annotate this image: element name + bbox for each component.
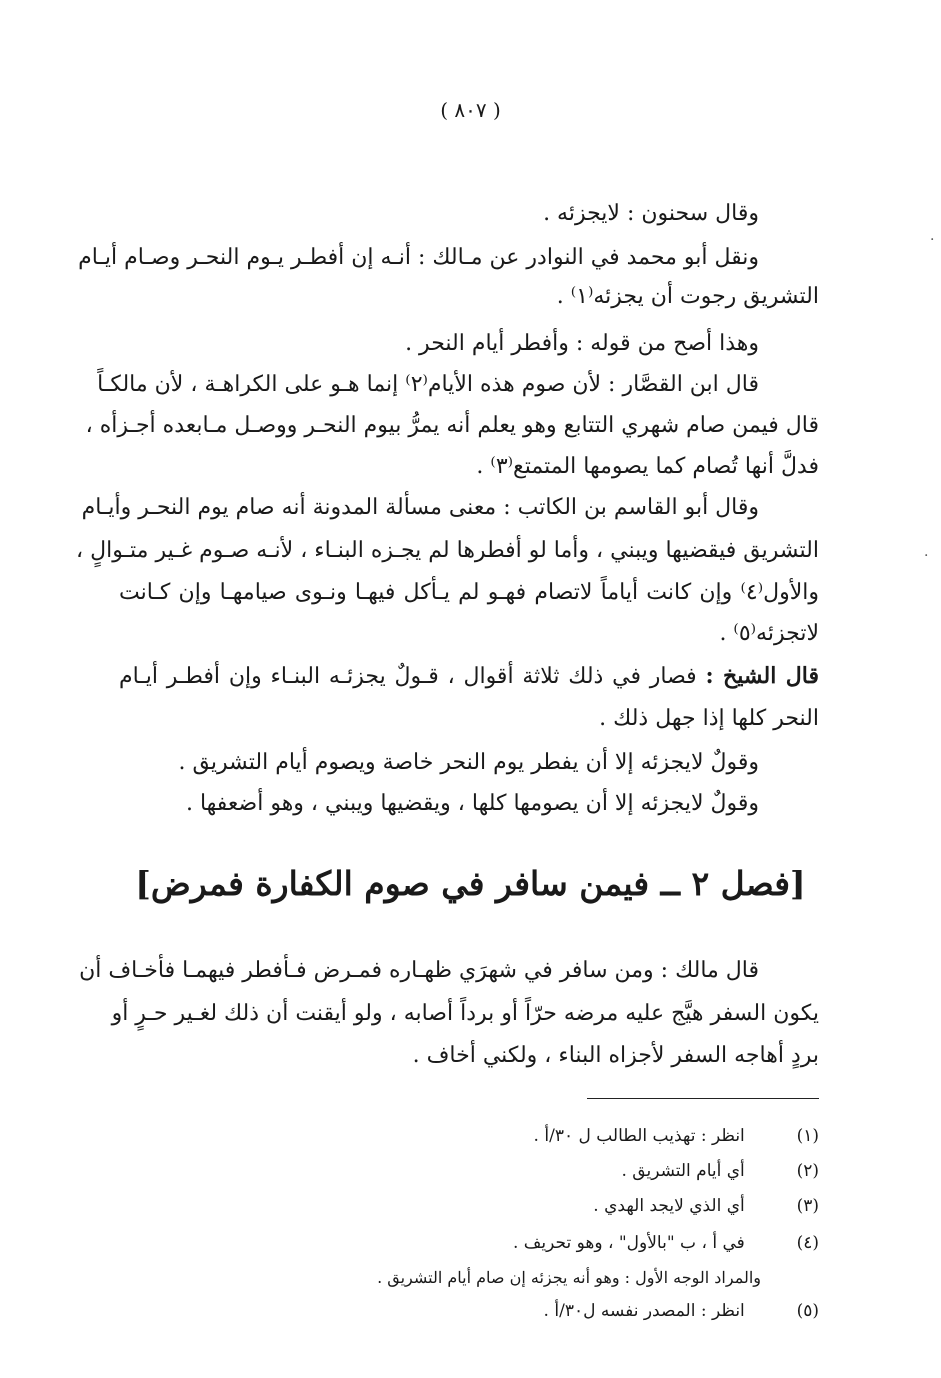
text-line: ونقل أبو محمد في النوادر عن مـالك : أنـه إن أفطـر يـوم النحـر وصـام أيـام bbox=[78, 245, 759, 270]
footnote-number: (٢) bbox=[796, 1161, 819, 1181]
footnote bbox=[119, 1231, 819, 1255]
footnote-text: والمراد الوجه الأول : وهو أنه يجزئه إن صام أيام التشريق . bbox=[377, 1268, 761, 1287]
footnote bbox=[119, 1194, 819, 1218]
footnote-divider bbox=[587, 1098, 819, 1099]
footnote-text: انظر : المصدر نفسه ل٣٠/أ . bbox=[543, 1301, 745, 1321]
text-line: النحر كلها إذا جهل ذلك . bbox=[599, 706, 819, 731]
text-line: وقولٌ لايجزئه إلا أن يفطر يوم النحر خاصة ويصوم أيام التشريق . bbox=[178, 750, 759, 775]
footnote-text: أي أيام التشريق . bbox=[621, 1161, 745, 1181]
text-line: وهذا أصح من قوله : وأفطر أيام النحر . bbox=[405, 331, 759, 356]
footnote-number: (٣) bbox=[796, 1196, 819, 1216]
text-line: فدلَّ أنها تُصام كما يصومها المتمتع⁽٣⁾ . bbox=[476, 454, 819, 479]
text-span: فصار في ذلك ثلاثة أقوال ، قـولٌ يجزئـه البنـاء وإن أفطـر أيـام bbox=[119, 664, 706, 689]
text-line: قال ابن القصَّار : لأن صوم هذه الأيام⁽٢⁾ إنما هـو على الكراهـة ، لأن مالكـاً bbox=[97, 372, 759, 397]
footnote-number: (١) bbox=[796, 1126, 819, 1146]
text-line: والأول⁽٤⁾ وإن كانت أياماً لاتصام فهـو لم يـأكل فيهـا ونـوى صيامهـا وإن كـانت bbox=[119, 580, 819, 605]
scan-speck: · bbox=[924, 548, 929, 564]
text-line: وقولٌ لايجزئه إلا أن يصومها كلها ، ويقضيها ويبني ، وهو أضعفها . bbox=[185, 791, 759, 816]
text-line: التشريق فيقضيها ويبني ، وأما لو أفطرها لم يجـزه البنـاء ، لأنـه صـوم غـير متـوالٍ ، bbox=[76, 538, 819, 563]
text-line bbox=[119, 662, 819, 691]
sheikh-label: قال الشيخ : bbox=[705, 663, 819, 689]
section-heading: [فصل ٢ ــ فيمن سافر في صوم الكفارة فمرض] bbox=[135, 864, 806, 903]
footnote-text: في أ ، ب "بالأول" ، وهو تحريف . bbox=[512, 1233, 745, 1253]
text-line: التشريق رجوت أن يجزئه⁽١⁾ . bbox=[556, 284, 819, 309]
footnote bbox=[119, 1299, 819, 1323]
text-line: وقال أبو القاسم بن الكاتب : معنى مسألة المدونة أنه صام يوم النحـر وأيـام bbox=[81, 495, 759, 520]
footnote bbox=[119, 1124, 819, 1148]
footnote-continuation bbox=[119, 1266, 761, 1290]
text-line: لاتجزئه⁽٥⁾ . bbox=[719, 621, 819, 646]
text-line: وقال سحنون : لايجزئه . bbox=[543, 201, 759, 226]
footnote bbox=[119, 1159, 819, 1183]
text-line: قال مالك : ومن سافر في شهرَي ظهـاره فمـرض فـأفطر فيهمـا فأخـاف أن bbox=[79, 958, 759, 983]
footnote-number: (٤) bbox=[796, 1233, 819, 1253]
page-number: ( ٨٠٧ ) bbox=[440, 98, 501, 122]
scan-speck: · bbox=[930, 232, 935, 248]
footnote-number: (٥) bbox=[796, 1301, 819, 1321]
footnote-text: أي الذي لايجد الهدي . bbox=[593, 1196, 745, 1216]
text-line: قال فيمن صام شهري التتابع وهو يعلم أنه يمرُّ بيوم النحـر ووصـل مـابعده أجـزأه ، bbox=[85, 413, 819, 438]
footnote-text: انظر : تهذيب الطالب ل ٣٠/أ . bbox=[533, 1126, 745, 1146]
text-line: بردٍ أهاجه السفر لأجزاه البناء ، ولكني أخاف . bbox=[412, 1043, 819, 1068]
text-line: يكون السفر هيَّج عليه مرضه حرّاً أو برداً أصابه ، ولو أيقنت أن ذلك لغـير حـرٍ أو bbox=[111, 1001, 819, 1026]
